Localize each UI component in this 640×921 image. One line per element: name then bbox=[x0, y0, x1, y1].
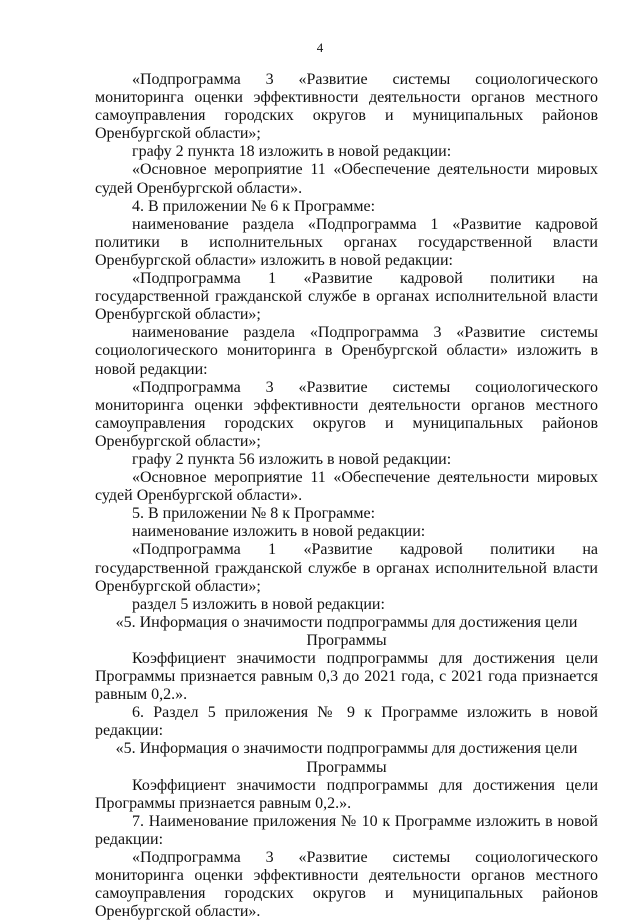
document-body bbox=[95, 71, 598, 921]
body-paragraph: 4. В приложении № 6 к Программе: bbox=[132, 197, 376, 215]
body-paragraph: 6. Раздел 5 приложения № 9 к Программе изложить в новой редакции: bbox=[95, 704, 598, 740]
centered-heading-paragraph: «5. Информация о значимости подпрограммы для достижения цели Программы bbox=[115, 613, 578, 649]
body-paragraph: 5. В приложении № 8 к Программе: bbox=[132, 505, 376, 523]
body-paragraph: раздел 5 изложить в новой редакции: bbox=[132, 595, 385, 613]
body-paragraph: наименование раздела «Подпрограмма 3 «Развитие системы социологического мониторинга в Оренбургской области» изложить в новой редакции: bbox=[95, 324, 598, 378]
body-paragraph: наименование раздела «Подпрограмма 1 «Развитие кадровой политики в исполнительных органах государственной власти Оренбургской области» изложить в новой редакции: bbox=[95, 215, 598, 269]
body-paragraph: Коэффициент значимости подпрограммы для достижения цели Программы признается равным 0,3 до 2021 года, с 2021 года признается равным 0,2.». bbox=[95, 650, 598, 704]
body-paragraph: «Подпрограмма 3 «Развитие системы социологического мониторинга оценки эффективности деятельности органов местного самоуправления городских округов и муниципальных районов Оренбургской области»; bbox=[95, 378, 598, 450]
body-paragraph: «Подпрограмма 3 «Развитие системы социологического мониторинга оценки эффективности деятельности органов местного самоуправления городских округов и муниципальных районов Оренбургской области»; bbox=[95, 71, 598, 143]
body-paragraph: «Основное мероприятие 11 «Обеспечение деятельности мировых судей Оренбургской области». bbox=[95, 469, 598, 505]
page-number: 4 bbox=[316, 40, 324, 55]
body-paragraph: 7. Наименование приложения № 10 к Программе изложить в новой редакции: bbox=[95, 812, 598, 848]
body-paragraph: графу 2 пункта 56 изложить в новой редакции: bbox=[132, 450, 452, 468]
body-paragraph: «Основное мероприятие 11 «Обеспечение деятельности мировых судей Оренбургской области». bbox=[95, 161, 598, 197]
body-paragraph: Коэффициент значимости подпрограммы для достижения цели Программы признается равным 0,2.». bbox=[95, 776, 598, 812]
body-paragraph: «Подпрограмма 1 «Развитие кадровой политики на государственной гражданской службе в органах исполнительной власти Оренбургской области»; bbox=[95, 541, 598, 595]
body-paragraph: «Подпрограмма 1 «Развитие кадровой политики на государственной гражданской службе в органах исполнительной власти Оренбургской области»; bbox=[95, 270, 598, 324]
centered-heading-paragraph: «5. Информация о значимости подпрограммы для достижения цели Программы bbox=[115, 740, 578, 776]
body-paragraph: графу 2 пункта 18 изложить в новой редакции: bbox=[132, 143, 452, 161]
body-paragraph: наименование изложить в новой редакции: bbox=[132, 523, 426, 541]
body-paragraph: «Подпрограмма 3 «Развитие системы социологического мониторинга оценки эффективности деятельности органов местного самоуправления городских округов и муниципальных районов Оренбургской области». bbox=[95, 849, 598, 921]
